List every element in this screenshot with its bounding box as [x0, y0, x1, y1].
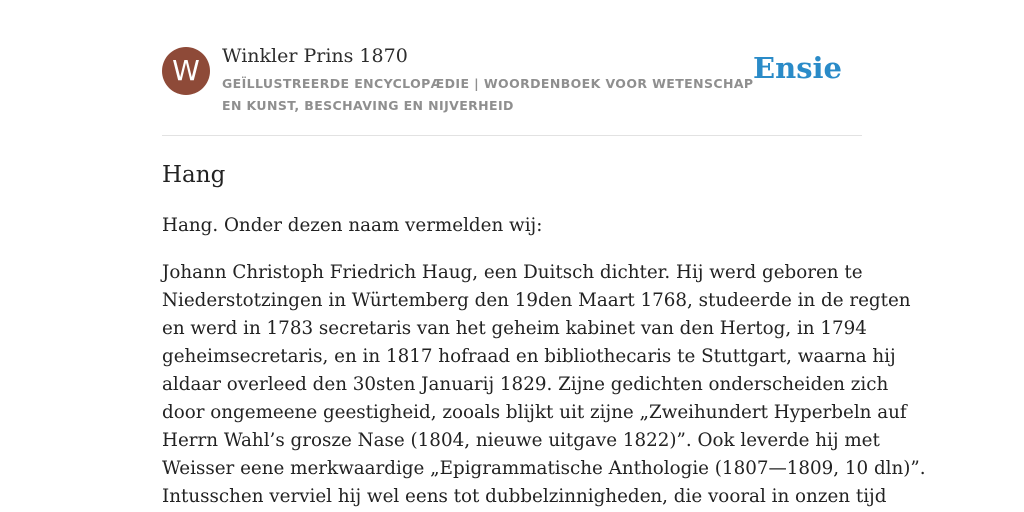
body-line: geheimsecretaris, en in 1817 hofraad en bibliothecaris te Stuttgart, waarna hij — [162, 346, 896, 367]
entry-content — [162, 158, 926, 511]
body-line: Intusschen verviel hij wel eens tot dubbelzinnigheden, die vooral in onzen tijd — [162, 486, 887, 507]
body-line: Niederstotzingen in Würtemberg den 19den Maart 1768, studeerde in de regten — [162, 290, 911, 311]
ensie-logo-link[interactable]: Ensie — [753, 51, 842, 85]
body-line: door ongemeene geestigheid, zooals blijkt uit zijne „Zweihundert Hyperbeln auf — [162, 402, 907, 423]
source-avatar[interactable]: W — [162, 47, 210, 95]
entry-body — [162, 259, 926, 511]
source-title[interactable]: Winkler Prins 1870 — [222, 45, 408, 67]
body-line: en werd in 1783 secretaris van het geheim kabinet van den Hertog, in 1794 — [162, 318, 867, 339]
entry-intro: Hang. Onder dezen naam vermelden wij: — [162, 215, 543, 236]
body-line: Weisser eene merkwaardige „Epigrammatische Anthologie (1807—1809, 10 dln)”. — [162, 458, 926, 479]
body-line: aldaar overleed den 30sten Januarij 1829. Zijne gedichten onderscheiden zich — [162, 374, 889, 395]
source-subtitle: GEÏLLUSTREERDE ENCYCLOPÆDIE | WOORDENBOEK VOOR WETENSCHAP EN KUNST, BESCHAVING EN NIJVERHEID — [222, 76, 754, 113]
header-divider — [162, 135, 862, 136]
source-header — [162, 40, 862, 135]
entry-title: Hang — [162, 162, 226, 188]
body-line: Johann Christoph Friedrich Haug, een Duitsch dichter. Hij werd geboren te — [162, 262, 863, 283]
body-line: Herrn Wahl’s grosze Nase (1804, nieuwe uitgave 1822)”. Ook leverde hij met — [162, 430, 880, 451]
